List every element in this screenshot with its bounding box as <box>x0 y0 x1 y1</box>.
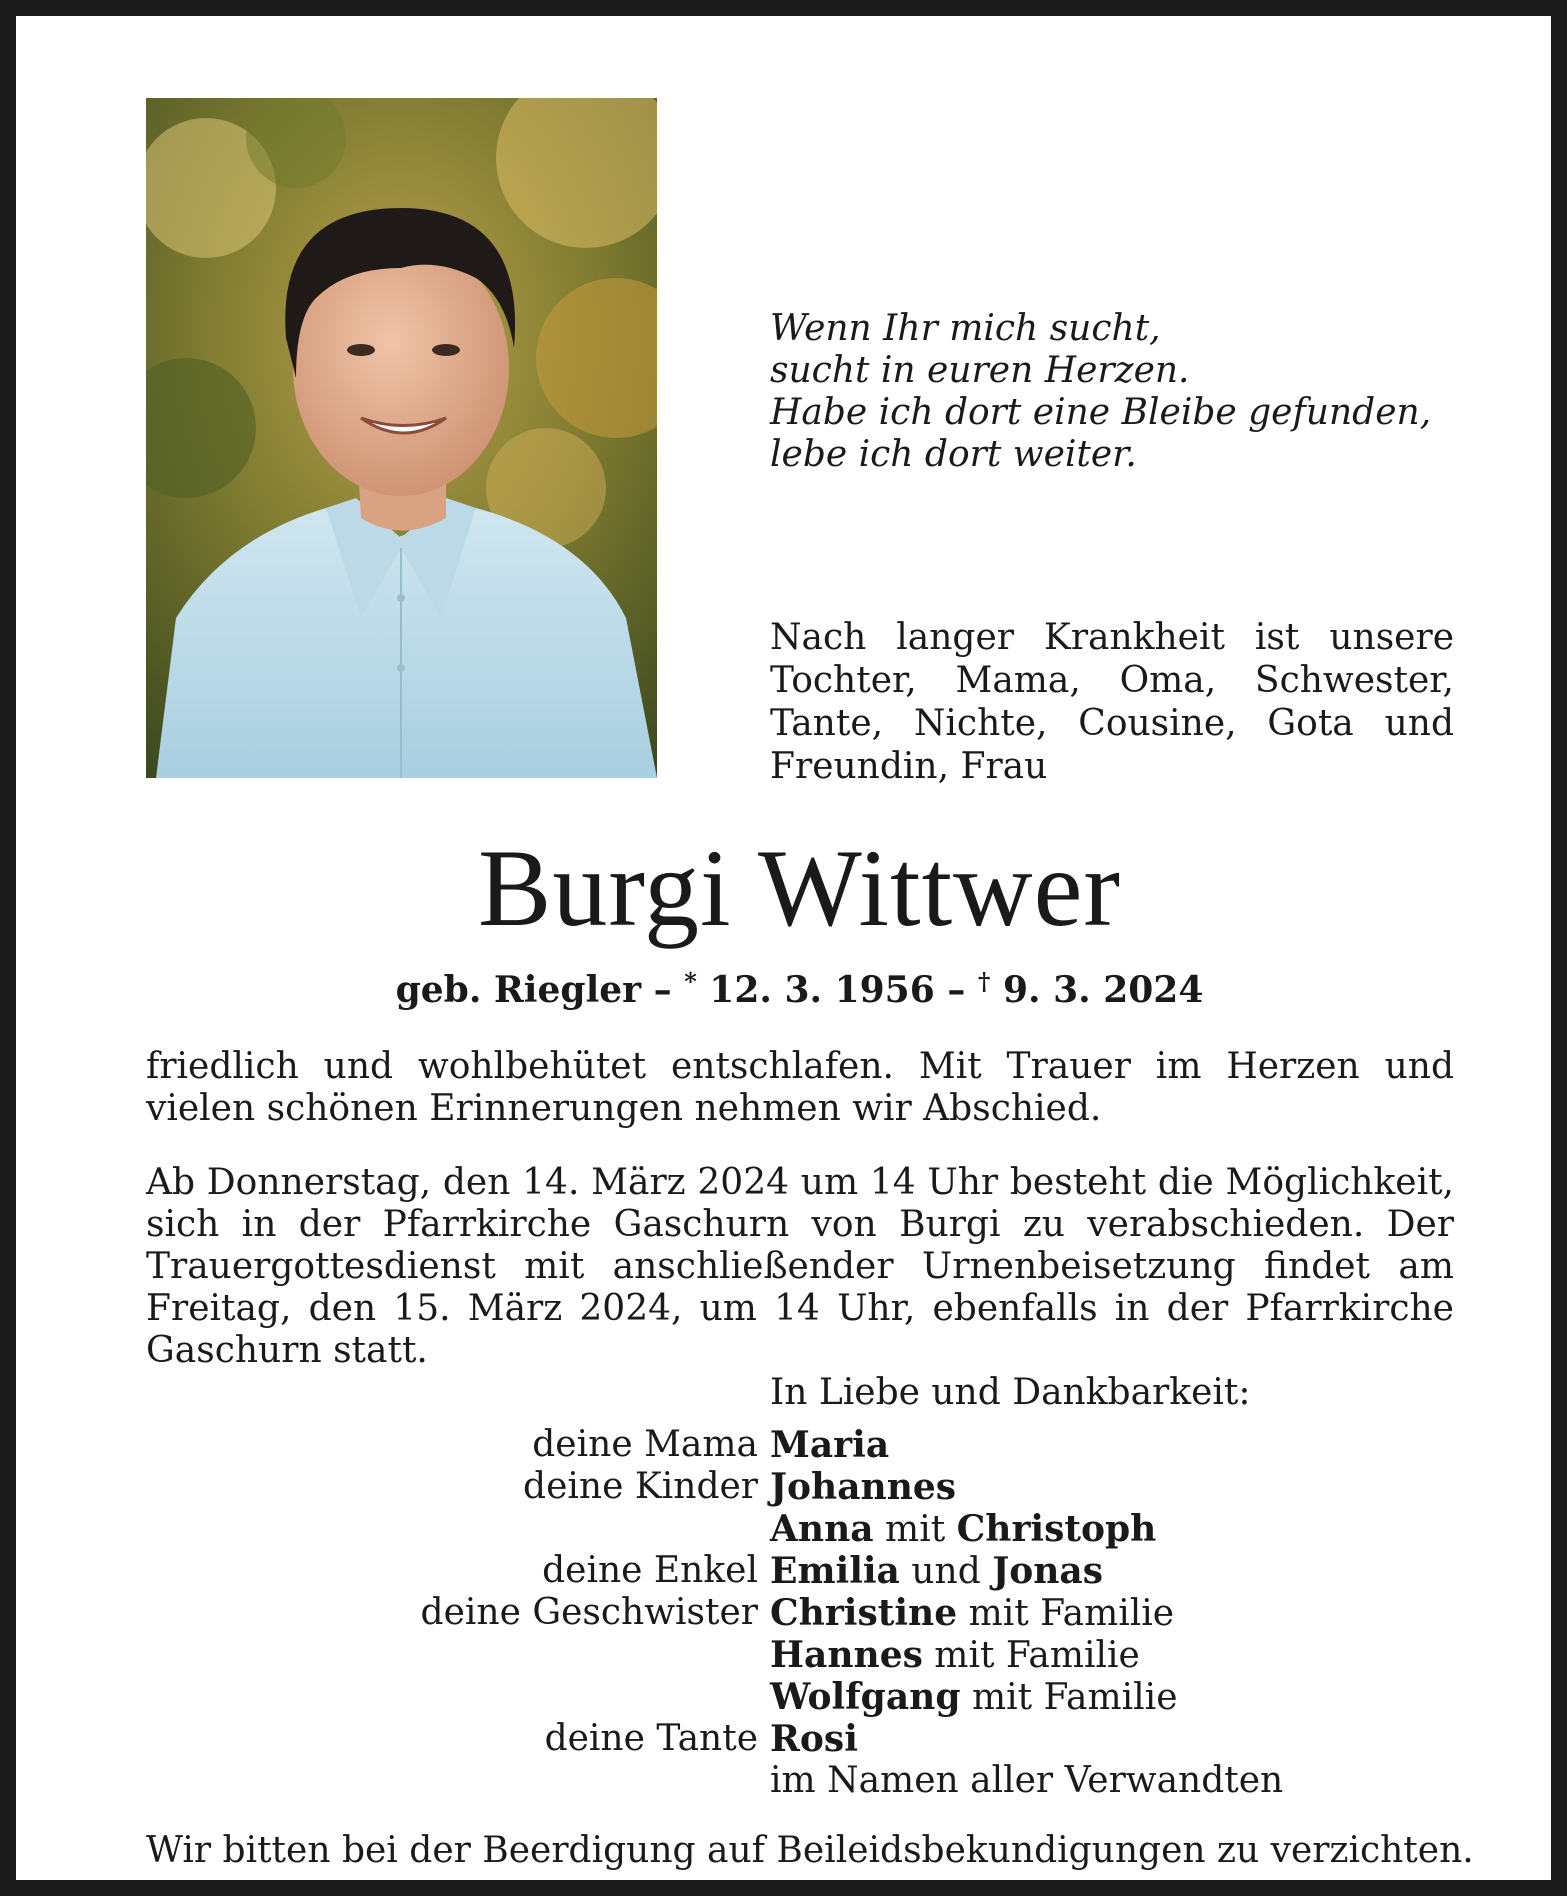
family-row <box>16 1466 1567 1508</box>
poem-line: Habe ich dort eine Bleibe gefunden, <box>770 392 1432 433</box>
family-connector-text: mit Familie <box>922 1635 1140 1676</box>
family-member-name: Emilia <box>770 1550 900 1592</box>
intro-text: Nach langer Krankheit ist unsere Tochter, Mama, Oma, Schwester, Tante, Nichte, Cousine, Gota und Freundin, Frau <box>770 617 1454 787</box>
family-relation <box>16 1760 770 1802</box>
family-row <box>16 1718 1567 1760</box>
family-relation <box>16 1676 770 1718</box>
death-date: 9. 3. 2024 <box>1002 969 1204 1011</box>
family-connector-text: mit Familie <box>957 1593 1175 1634</box>
family-member-name: Rosi <box>770 1718 858 1760</box>
thanks-line: In Liebe und Dankbarkeit: <box>770 1372 1251 1413</box>
family-member-name: Maria <box>770 1424 890 1466</box>
family-relation <box>16 1634 770 1676</box>
portrait-photo <box>146 98 657 778</box>
death-symbol: † <box>977 967 991 996</box>
family-names <box>770 1508 1156 1550</box>
birth-date: 12. 3. 1956 <box>709 969 935 1011</box>
family-member-name: Anna <box>770 1508 874 1550</box>
birth-symbol: * <box>684 967 697 996</box>
family-row <box>16 1508 1567 1550</box>
family-relation: deine Kinder <box>523 1466 758 1507</box>
poem <box>770 308 1431 476</box>
family-names <box>770 1676 1178 1718</box>
closing-note: Wir bitten bei der Beerdigung auf Beileidsbekundigungen zu verzichten. <box>146 1830 1474 1871</box>
family-member-name: Jonas <box>992 1550 1104 1592</box>
family-connector-text: und <box>899 1551 993 1592</box>
family-row <box>16 1550 1567 1592</box>
family-names <box>770 1718 858 1760</box>
family-relation: deine Enkel <box>542 1550 758 1591</box>
family-names <box>770 1466 956 1508</box>
family-member-name: Johannes <box>770 1466 957 1508</box>
family-connector-text: mit Familie <box>960 1677 1178 1718</box>
family-relation: deine Mama <box>532 1424 758 1465</box>
dates-line: geb. Riegler – * 12. 3. 1956 – † 9. 3. 2024 <box>395 967 1204 1011</box>
family-member-name: Christine <box>770 1592 958 1634</box>
poem-line: sucht in euren Herzen. <box>770 350 1190 391</box>
family-connector-text: im Namen aller Verwandten <box>770 1760 1284 1801</box>
poem-line: Wenn Ihr mich sucht, <box>770 308 1161 349</box>
family-row <box>16 1634 1567 1676</box>
deceased-name: Burgi Wittwer <box>477 827 1122 949</box>
family-names <box>770 1592 1174 1634</box>
family-row <box>16 1760 1567 1802</box>
service-details-paragraph: Ab Donnerstag, den 14. März 2024 um 14 Uhr besteht die Möglichkeit, sich in der Pfarrkirche Gaschurn von Burgi zu verabschieden. Der Trauergottesdienst mit anschließender Urnenbeisetzung findet am Freitag, den 15. März 2024, um 14 Uhr, ebenfalls in der Pfarrkirche Gaschurn statt. <box>146 1162 1454 1371</box>
birth-name: geb. Riegler <box>395 969 642 1011</box>
family-names <box>770 1424 889 1466</box>
family-names <box>770 1760 1283 1802</box>
family-member-name: Wolfgang <box>770 1676 961 1718</box>
family-connector-text: mit <box>873 1509 957 1550</box>
family-member-name: Hannes <box>770 1634 923 1676</box>
family-names <box>770 1550 1103 1592</box>
family-relation <box>16 1508 770 1550</box>
family-relation: deine Tante <box>544 1718 758 1759</box>
family-relation: deine Geschwister <box>420 1592 758 1633</box>
family-names <box>770 1634 1140 1676</box>
portrait-image <box>146 98 657 778</box>
family-row <box>16 1676 1567 1718</box>
family-member-name: Christoph <box>956 1508 1157 1550</box>
announcement-paragraph: friedlich und wohlbehütet entschlafen. Mit Trauer im Herzen und vielen schönen Erinnerungen nehmen wir Abschied. <box>146 1046 1454 1129</box>
family-row <box>16 1592 1567 1634</box>
poem-line: lebe ich dort weiter. <box>770 434 1137 475</box>
family-list <box>16 1424 1567 1802</box>
family-row <box>16 1424 1567 1466</box>
